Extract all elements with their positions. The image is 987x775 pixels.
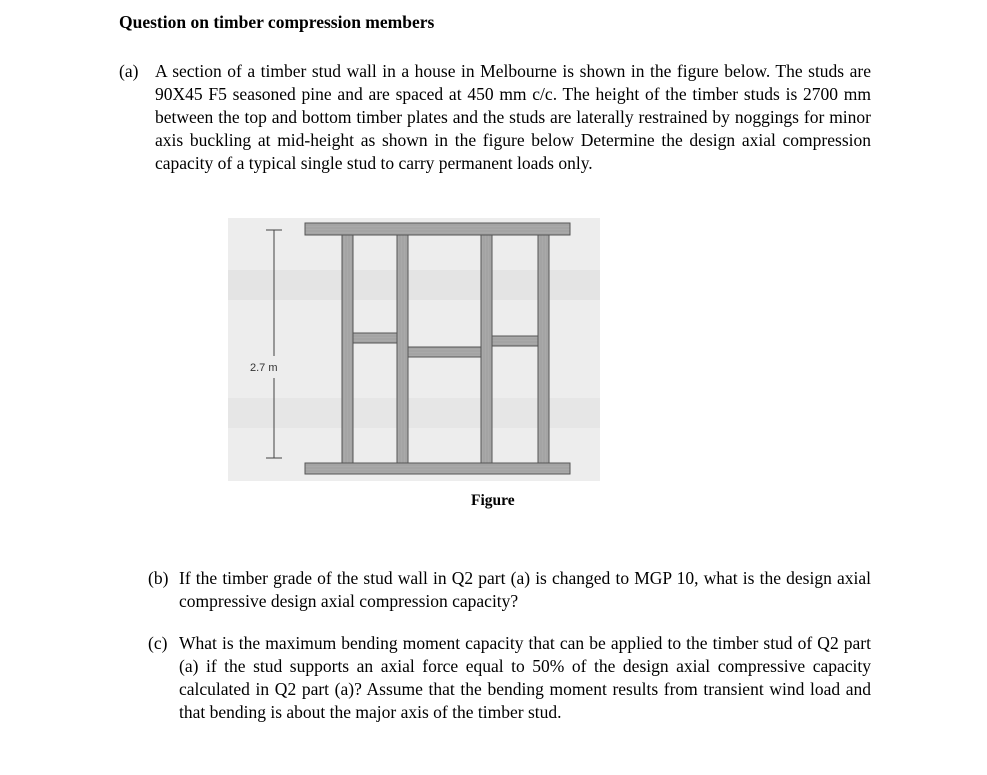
top-plate (305, 223, 570, 235)
question-c-label: (c) (148, 633, 168, 653)
nogging-1 (353, 333, 397, 343)
question-b (148, 567, 871, 613)
figure-caption: Figure (471, 492, 515, 509)
question-c-text: What is the maximum bending moment capacity that can be applied to the timber stud of Q2 part (a) if the stud supports an axial force equal to 50% of the design axial compressive capacity calculated in Q2 part (a)? Assume that the bending moment results from transient wind load and that bending is about the major axis of the timber stud. (179, 633, 871, 722)
stud-1 (342, 235, 353, 463)
question-a (119, 60, 871, 175)
stud-3 (481, 235, 492, 463)
stud-4 (538, 235, 549, 463)
stud-wall-diagram (228, 218, 600, 481)
question-c (148, 632, 871, 724)
nogging-2 (408, 347, 481, 357)
nogging-3 (492, 336, 538, 346)
stud-2 (397, 235, 408, 463)
question-b-text: If the timber grade of the stud wall in Q2 part (a) is changed to MGP 10, what is the design axial compressive design axial compression capacity? (179, 568, 871, 611)
bottom-plate (305, 463, 570, 474)
page-title: Question on timber compression members (119, 12, 435, 32)
stud-wall-figure (228, 218, 600, 481)
height-dimension-label: 2.7 m (250, 362, 278, 374)
question-a-label: (a) (119, 61, 139, 81)
question-b-label: (b) (148, 568, 169, 588)
question-a-text: A section of a timber stud wall in a house in Melbourne is shown in the figure below. The studs are 90X45 F5 seasoned pine and are spaced at 450 mm c/c. The height of the timber studs is 2700 mm between the top and bottom timber plates and the studs are laterally restrained by noggings for minor axis buckling at mid-height as shown in the figure below Determine the design axial compression capacity of a typical single stud to carry permanent loads only. (155, 61, 871, 173)
